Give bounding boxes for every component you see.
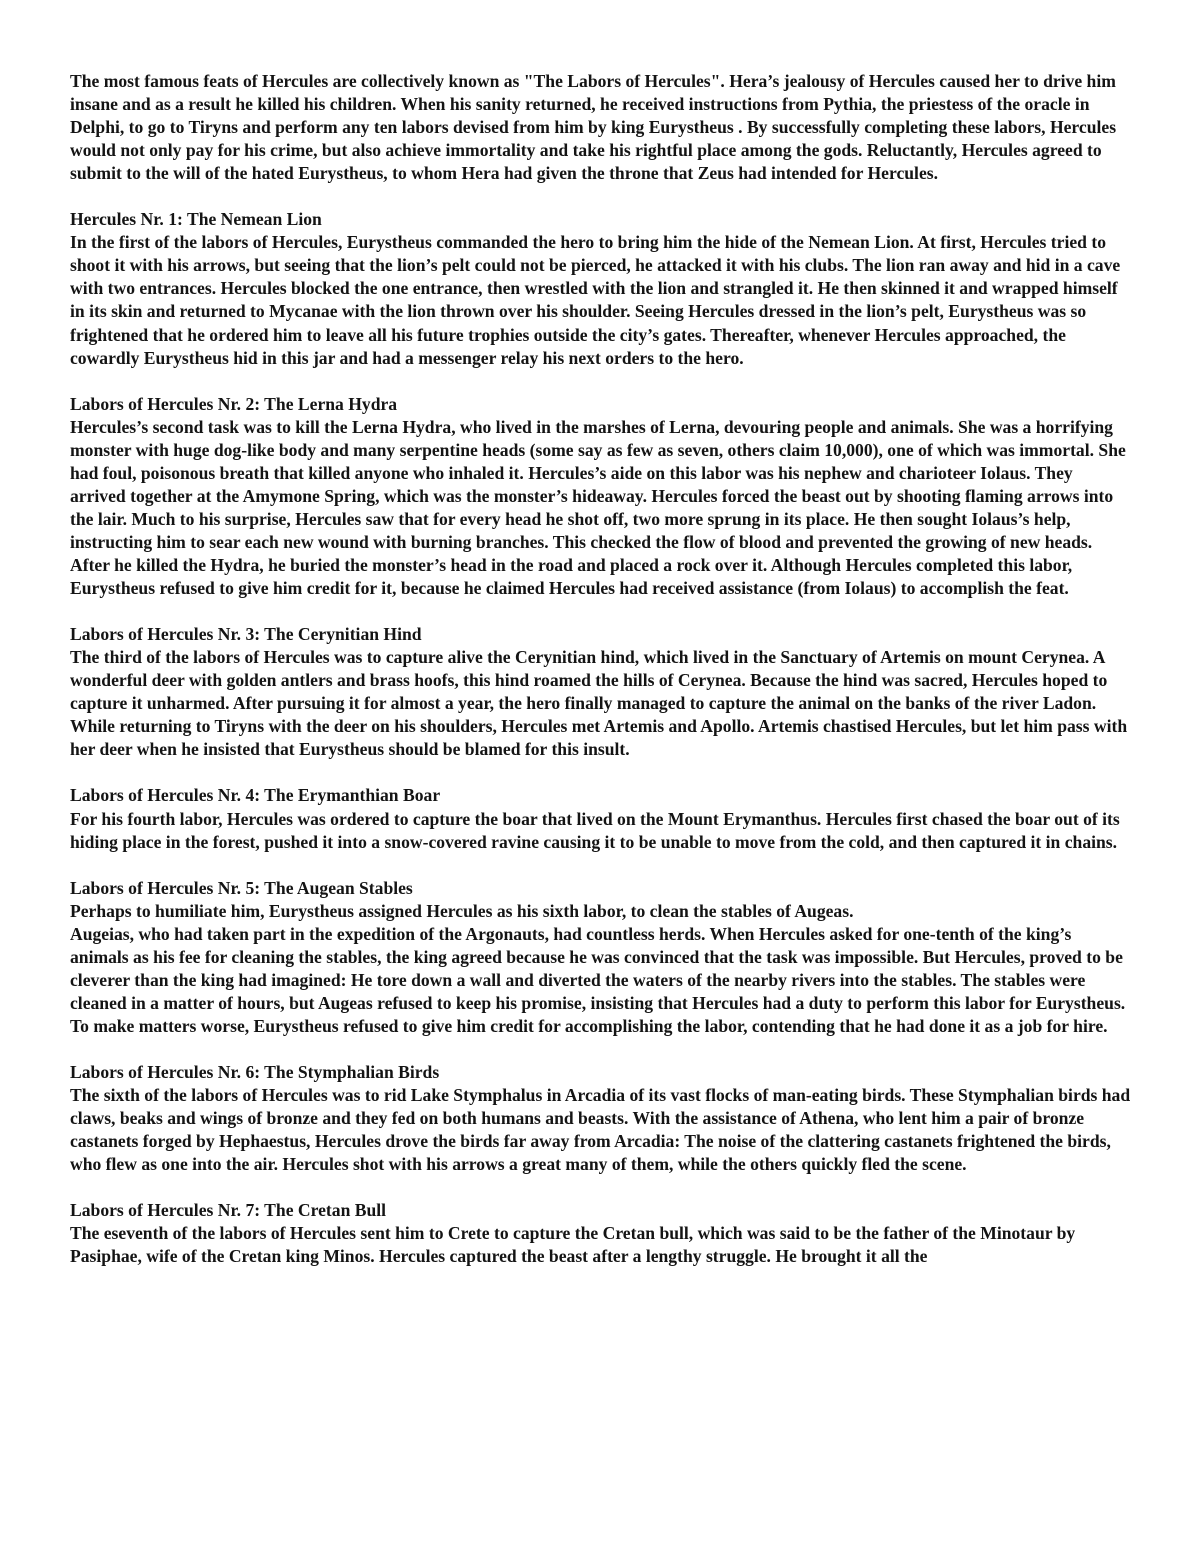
section-heading: Labors of Hercules Nr. 7: The Cretan Bull [70,1200,387,1221]
section-bull [70,1199,1132,1268]
section-stables [70,877,1132,1038]
section-paragraph: For his fourth labor, Hercules was ordered to capture the boar that lived on the Mount Erymanthus. Hercules first chased the boar out of its hiding place in the forest, pushed it into a snow-covered ravine causing it to be unable to move from the cold, and then captured it in chains. [70,808,1120,852]
section-boar [70,784,1132,853]
section-lion [70,208,1132,369]
section-paragraph: While returning to Tiryns with the deer on his shoulders, Hercules met Artemis and Apollo. Artemis chastised Hercules, but let him pass with her deer when he insisted that Eurystheus should be blamed for this insult. [70,716,1128,760]
section-paragraph: Perhaps to humiliate him, Eurystheus assigned Hercules as his sixth labor, to clean the stables of Augeas. [70,900,854,921]
section-heading: Labors of Hercules Nr. 6: The Stymphalian Birds [70,1062,440,1083]
section-heading: Labors of Hercules Nr. 2: The Lerna Hydra [70,393,398,414]
section-heading: Labors of Hercules Nr. 4: The Erymanthian Boar [70,785,441,806]
spacer [70,600,1132,623]
section-paragraph: The third of the labors of Hercules was to capture alive the Cerynitian hind, which lived in the Sanctuary of Artemis on mount Cerynea. A wonderful deer with golden antlers and brass hoofs, this hind roamed the hills of Cerynea. Because the hind was sacred, Hercules hoped to capture it unharmed. After pursuing it for almost a year, the hero finally managed to capture the animal on the banks of the river Ladon. [70,647,1108,714]
section-hind [70,623,1132,761]
section-paragraph: Hercules’s second task was to kill the Lerna Hydra, who lived in the marshes of Lerna, devouring people and animals. She was a horrifying monster with huge dog-like body and many serpentine heads (some say as few as seven, others claim 10,000), one of which was immortal. She had foul, poisonous breath that killed anyone who inhaled it. Hercules’s aide on this labor was his nephew and charioteer Iolaus. They arrived together at the Amymone Spring, which was the monster’s hideaway. Hercules forced the beast out by shooting flaming arrows into the lair. Much to his surprise, Hercules saw that for every head he shot off, two more sprung in its place. He then sought Iolaus’s help, instructing him to sear each new wound with burning branches. This checked the flow of blood and prevented the growing of new heads. [70,416,1126,552]
section-hydra [70,393,1132,600]
section-heading: Labors of Hercules Nr. 3: The Cerynitian Hind [70,624,422,645]
section-paragraph: Augeias, who had taken part in the expedition of the Argonauts, had countless herds. When Hercules asked for one-tenth of the king’s animals as his fee for cleaning the stables, the king agreed because he was convinced that the task was impossible. But Hercules, proved to be cleverer than the king had imagined: He tore down a wall and diverted the waters of the nearby rivers into the stables. The stables were cleaned in a matter of hours, but Augeas refused to keep his promise, insisting that Hercules had a duty to perform this labor for Eurystheus. To make matters worse, Eurystheus refused to give him credit for accomplishing the labor, contending that he had done it as a job for hire. [70,923,1126,1036]
spacer [70,1038,1132,1061]
section-paragraph: In the first of the labors of Hercules, Eurystheus commanded the hero to bring him the hide of the Nemean Lion. At first, Hercules tried to shoot it with his arrows, but seeing that the lion’s pelt could not be pierced, he attacked it with his clubs. The lion ran away and hid in a cave with two entrances. Hercules blocked the one entrance, then wrestled with the lion and strangled it. He then skinned it and wrapped himself in its skin and returned to Mycanae with the lion thrown over his shoulder. Seeing Hercules dressed in the lion’s pelt, Eurystheus was so frightened that he ordered him to leave all his future trophies outside the city’s gates. Thereafter, whenever Hercules approached, the cowardly Eurystheus hid in this jar and had a messenger relay his next orders to the hero. [70,232,1121,368]
document-page [70,70,1132,1268]
intro-paragraph: The most famous feats of Hercules are collectively known as "The Labors of Hercules". Hera’s jealousy of Hercules caused her to drive him insane and as a result he killed his children. When his sanity returned, he received instructions from Pythia, the priestess of the oracle in Delphi, to go to Tiryns and perform any ten labors devised from him by king Eurystheus . By successfully completing these labors, Hercules would not only pay for his crime, but also achieve immortality and take his rightful place among the gods. Reluctantly, Hercules agreed to submit to the will of the hated Eurystheus, to whom Hera had given the throne that Zeus had intended for Hercules. [70,71,1117,184]
section-heading: Labors of Hercules Nr. 5: The Augean Stables [70,877,413,898]
spacer [70,1176,1132,1199]
section-paragraph: After he killed the Hydra, he buried the monster’s head in the road and placed a rock over it. Although Hercules completed this labor, Eurystheus refused to give him credit for it, because he claimed Hercules had received assistance (from Iolaus) to accomplish the feat. [70,554,1073,599]
section-heading: Hercules Nr. 1: The Nemean Lion [70,209,322,230]
section-paragraph: The eseventh of the labors of Hercules sent him to Crete to capture the Cretan bull, which was said to be the father of the Minotaur by Pasiphae, wife of the Cretan king Minos. Hercules captured the beast after a lengthy struggle. He brought it all the [70,1223,1076,1267]
section-paragraph: The sixth of the labors of Hercules was to rid Lake Stymphalus in Arcadia of its vast flocks of man-eating birds. These Stymphalian birds had claws, beaks and wings of bronze and they fed on both humans and beasts. With the assistance of Athena, who lent him a pair of bronze castanets forged by Hephaestus, Hercules drove the birds far away from Arcadia: The noise of the clattering castanets frightened the birds, who flew as one into the air. Hercules shot with his arrows a great many of them, while the others quickly fled the scene. [70,1085,1131,1175]
spacer [70,370,1132,393]
section-birds [70,1061,1132,1176]
spacer [70,185,1132,208]
spacer [70,761,1132,784]
spacer [70,854,1132,877]
